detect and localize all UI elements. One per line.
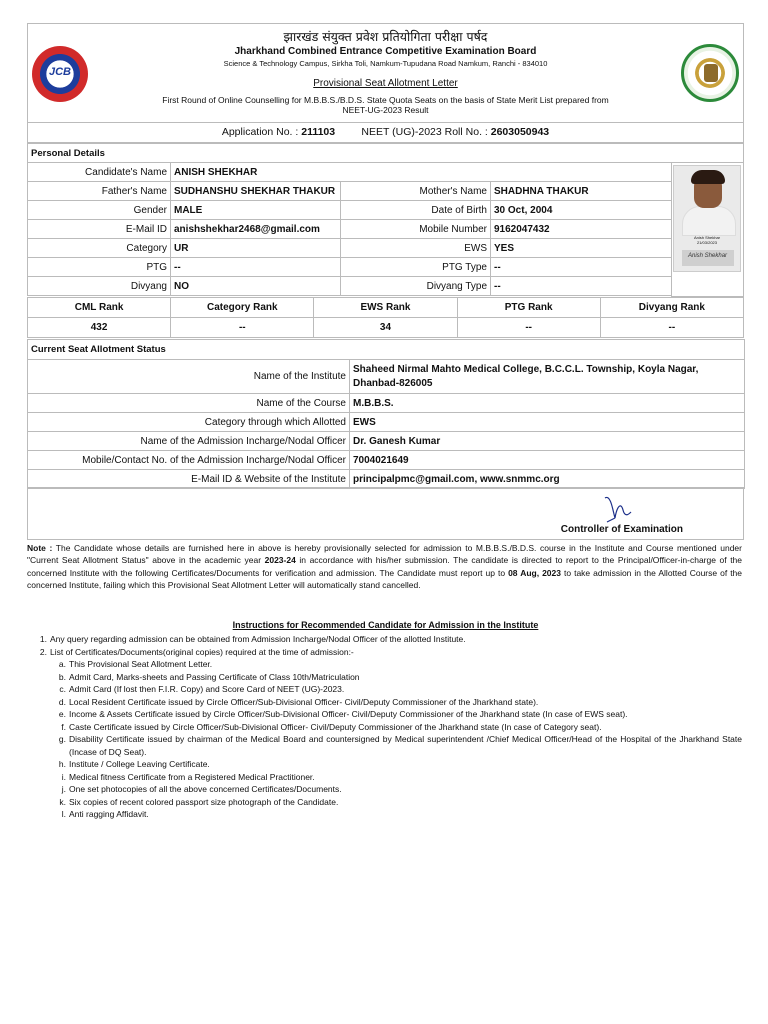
rank-header-row <box>28 298 744 318</box>
incharge-contact: 7004021649 <box>350 451 745 470</box>
instruction-text: This Provisional Seat Allotment Letter. <box>69 659 213 669</box>
board-address: Science & Technology Campus, Sirkha Toli, Namkum-Tupudana Road Namkum, Ranchi - 834010 <box>223 59 548 68</box>
instruction-number: h. <box>58 759 66 769</box>
rank-header: PTG Rank <box>457 298 600 318</box>
ews-rank: 34 <box>314 318 457 338</box>
personal-fields: Candidate's Name ANISH SHEKHAR Father's Name SUDHANSHU SHEKHAR THAKUR Mother's Name SHADHNA THAKUR Gender MALE Date of Birth 30 Oct, 2004 E-Mail ID anishshekhar2468@gmail.com Mobile Number 9162047432 Category UR EWS YES PTG -- PTG Type -- Divyang NO Divyang Type -- <box>27 162 672 296</box>
incharge-name: Dr. Ganesh Kumar <box>350 432 745 451</box>
application-bar: Application No. : 211103 NEET (UG)-2023 Roll No. : 2603050943 <box>27 123 744 143</box>
instruction-item <box>27 808 742 821</box>
instruction-item <box>27 708 742 721</box>
rank-header: Category Rank <box>171 298 314 318</box>
instruction-text: Medical fitness Certificate from a Registered Medical Practitioner. <box>69 771 315 782</box>
personal-details-table <box>27 143 744 163</box>
rank-header: Divyang Rank <box>600 298 743 318</box>
institute-email-website: principalpmc@gmail.com, www.snmmc.org <box>350 470 745 489</box>
instruction-number: i. <box>61 771 66 782</box>
category-rank: -- <box>171 318 314 338</box>
instruction-text: Caste Certificate issued by Circle Officer/Sub-Divisional Officer- Civil/Deputy Commissioner of the Jharkhand state (In case of Category seat). <box>69 721 602 732</box>
letter-header <box>27 23 744 123</box>
instruction-number: l. <box>61 809 66 819</box>
instruction-text: Disability Certificate issued by chairman of the Medical Board and countersigned by Medical superintendent /Chief Medical Officer/Head of the Hospital of the Jharkhand State (Incase of DQ Seat). <box>69 734 742 757</box>
instruction-text: Admit Card (If lost then F.I.R. Copy) and Score Card of NEET (UG)-2023. <box>69 684 345 694</box>
instruction-number: a. <box>58 659 66 669</box>
instruction-number: c. <box>59 684 66 694</box>
instruction-item <box>27 796 742 809</box>
signature-scribble <box>601 492 635 524</box>
ews: YES <box>491 239 672 258</box>
gender: MALE <box>171 201 341 220</box>
ptg-type: -- <box>491 258 672 277</box>
candidate-signature: Anish Shekhar <box>682 250 734 266</box>
instruction-text: One set photocopies of all the above concerned Certificates/Documents. <box>69 784 342 794</box>
rank-header: CML Rank <box>28 298 171 318</box>
ptg-rank: -- <box>457 318 600 338</box>
instruction-text: Institute / College Leaving Certificate. <box>69 759 210 769</box>
date-of-birth: 30 Oct, 2004 <box>491 201 672 220</box>
board-name: Jharkhand Combined Entrance Competitive Examination Board <box>234 46 537 57</box>
application-number: 211103 <box>301 126 336 138</box>
personal-details-title: Personal Details <box>28 144 744 163</box>
allotted-category: EWS <box>350 413 745 432</box>
instruction-text: Anti ragging Affidavit. <box>69 809 149 819</box>
ptg: -- <box>171 258 341 277</box>
controller-signature-box <box>27 487 744 540</box>
instruction-number: d. <box>58 696 66 707</box>
instruction-item <box>27 721 742 734</box>
instruction-number: j. <box>61 784 66 794</box>
divyang: NO <box>171 277 341 296</box>
instruction-item <box>27 733 742 758</box>
divyang-rank: -- <box>600 318 743 338</box>
course-name: M.B.B.S. <box>350 394 745 413</box>
email: anishshekhar2468@gmail.com <box>171 220 341 239</box>
instruction-number: e. <box>58 709 66 719</box>
candidate-name: ANISH SHEKHAR <box>171 163 672 182</box>
instruction-item <box>27 646 742 659</box>
instructions-list <box>27 633 742 821</box>
instruction-item <box>27 683 742 696</box>
instruction-number: 1. <box>39 634 47 644</box>
instruction-item <box>27 658 742 671</box>
header-text-block <box>100 24 671 115</box>
rank-value-row <box>28 318 744 338</box>
instruction-text: Local Resident Certificate issued by Circle Officer/Sub-Divisional Officer- Civil/Deputy Commissioner of the Jharkhand state). <box>69 696 539 707</box>
instruction-number: g. <box>58 734 66 744</box>
allotment-title: Current Seat Allotment Status <box>28 340 745 360</box>
father-name: SUDHANSHU SHEKHAR THAKUR <box>171 182 341 201</box>
instruction-number: b. <box>58 671 66 682</box>
instruction-text: Six copies of recent colored passport size photograph of the Candidate. <box>69 796 339 807</box>
instruction-number: 2. <box>39 646 47 657</box>
cml-rank: 432 <box>28 318 171 338</box>
instruction-number: k. <box>59 796 66 807</box>
instruction-item <box>27 671 742 684</box>
mobile-number: 9162047432 <box>491 220 672 239</box>
round-description: First Round of Online Counselling for M.B.B.S./B.D.S. State Quota Seats on the basis of State Merit List prepared from NEET-UG-2023 Result <box>162 95 609 115</box>
instructions-title: Instructions for Recommended Candidate for Admission in the Institute <box>232 620 539 630</box>
mother-name: SHADHNA THAKUR <box>491 182 672 201</box>
instruction-number: f. <box>61 721 66 732</box>
allotment-table: Current Seat Allotment Status Name of the Institute Shaheed Nirmal Mahto Medical College, B.C.C.L. Township, Koyla Nagar, Dhanbad-826005 Name of the Course M.B.B.S. Category through which Allotted EWS Name of the Admission Incharge/Nodal Officer Dr. Ganesh Kumar Mobile/Contact No. of the Admission Incharge/Nodal Officer 7004021649 E-Mail ID & Website of the Institute principalpmc@gmail.com, www.snmmc.org <box>27 339 745 489</box>
instruction-item <box>27 758 742 771</box>
hindi-title: झारखंड संयुक्त प्रवेश प्रतियोगिता परीक्षा पर्षद <box>283 29 488 44</box>
divyang-type: -- <box>491 277 672 296</box>
instruction-item <box>27 633 742 646</box>
category: UR <box>171 239 341 258</box>
instruction-item <box>27 783 742 796</box>
jharkhand-state-emblem <box>681 44 739 102</box>
instruction-item <box>27 696 742 709</box>
controller-label: Controller of Examination <box>560 524 683 535</box>
jceceb-logo: JCB <box>32 46 88 102</box>
instruction-text: List of Certificates/Documents(original copies) required at the time of admission:- <box>50 646 354 657</box>
institute-name: Shaheed Nirmal Mahto Medical College, B.C.C.L. Township, Koyla Nagar, Dhanbad-826005 <box>350 360 745 394</box>
instruction-text: Income & Assets Certificate issued by Circle Officer/Sub-Divisional Officer- Civil/Deputy Commissioner of the Jharkhand state (In case of EWS seat). <box>69 709 628 719</box>
instruction-text: Any query regarding admission can be obtained from Admission Incharge/Nodal Officer of the allotted Institute. <box>50 634 466 644</box>
instruction-item <box>27 771 742 784</box>
note-paragraph: Note : The Candidate whose details are furnished here in above is hereby provisionally selected for admission to M.B.B.S./B.D.S. course in the Institute and Course mentioned under "Current Seat Allotment Status" above in the academic year 2023-24 in accordance with his/her submission. The candidate is directed to report to the Principal/Officer-in-charge of the concerned Institute with the following Certificates/Documents for verification and admission. The Candidate must report up to 08 Aug, 2023 to take admission in the Allotted Course of the concerned Institute, failing which this Provisional Seat Allotment Letter will automatically stand cancelled. <box>27 543 743 591</box>
letter-title: Provisional Seat Allotment Letter <box>313 78 458 89</box>
rank-table <box>27 297 744 338</box>
rank-header: EWS Rank <box>314 298 457 318</box>
instruction-text: Admit Card, Marks-sheets and Passing Certificate of Class 10th/Matriculation <box>69 671 360 682</box>
candidate-photo: Anish Shekhar 21/03/2023 Anish Shekhar <box>673 165 741 272</box>
roll-number: 2603050943 <box>490 126 550 138</box>
